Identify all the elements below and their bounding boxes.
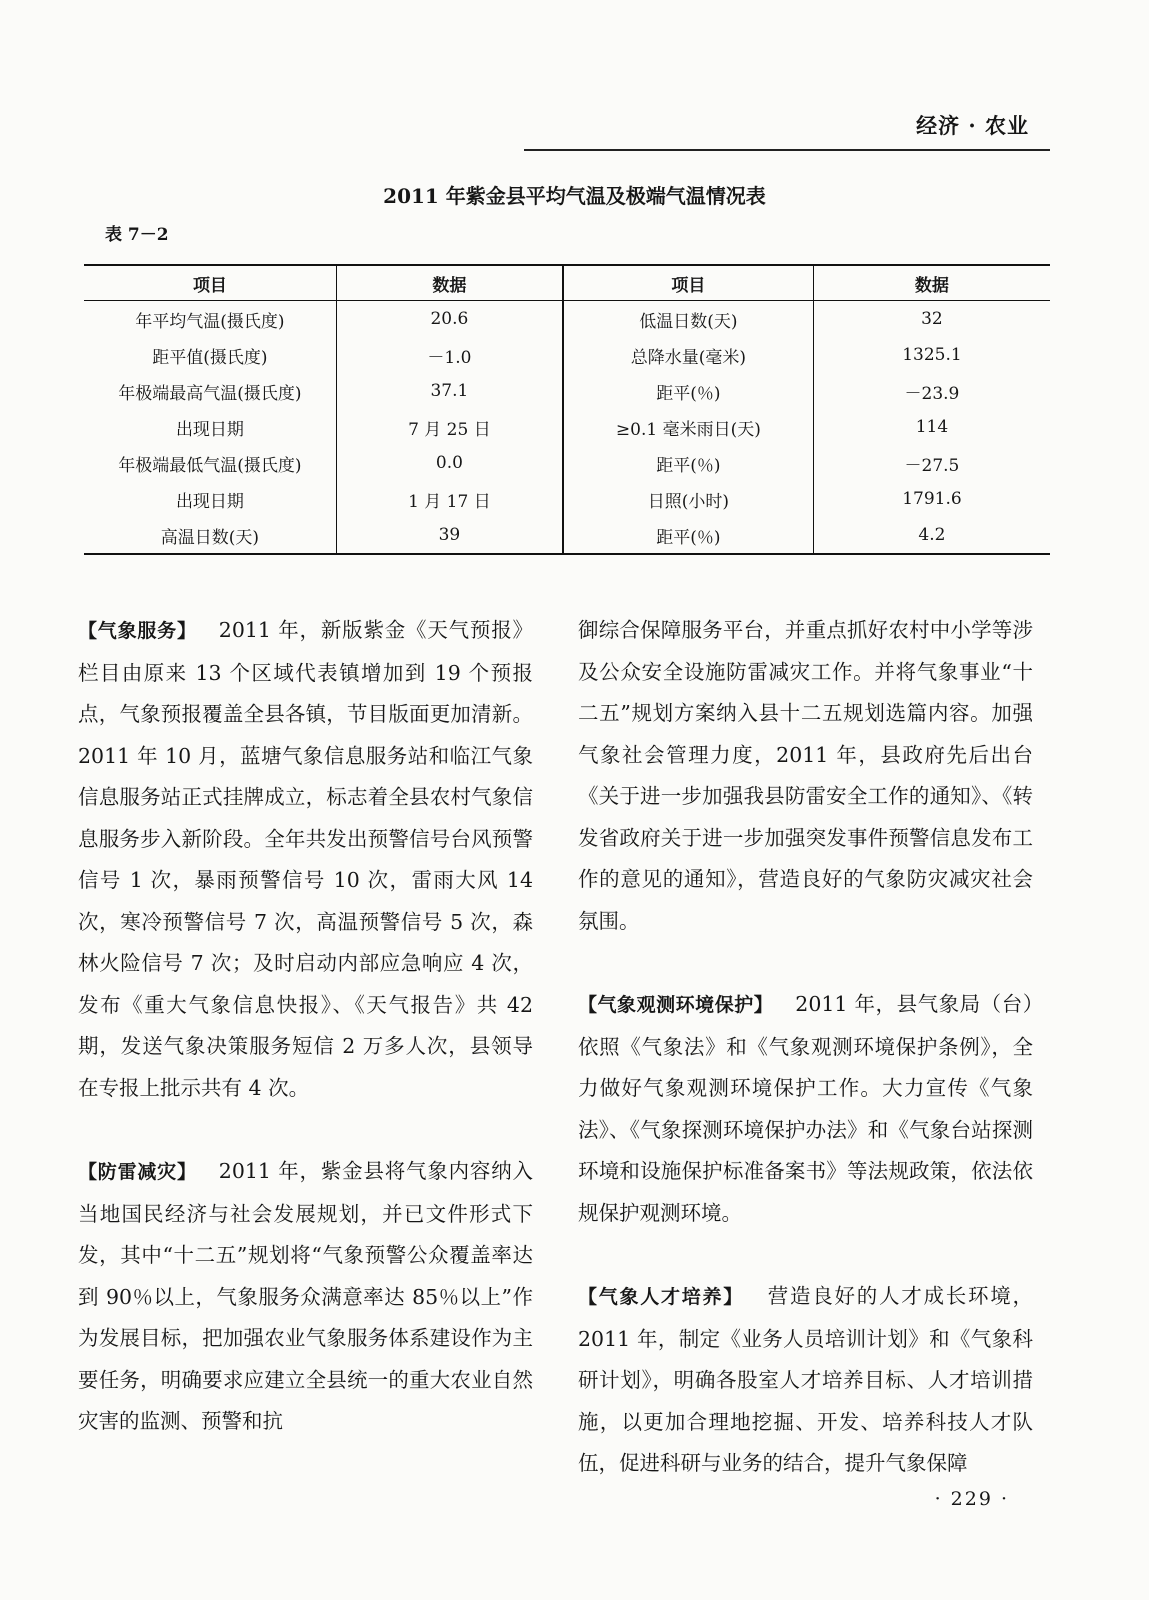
table-cell: 39 [336, 517, 563, 554]
table-cell: 1325.1 [813, 337, 1050, 373]
table-cell: 1791.6 [813, 481, 1050, 517]
table-cell: 32 [813, 301, 1050, 338]
table-cell: 年极端最低气温(摄氏度) [118, 455, 302, 476]
table-cell: 总降水量(毫米) [563, 337, 813, 373]
section-heading: 【气象观测环境保护】 [578, 994, 774, 1016]
paragraph-text: 营造良好的人才成长环境，2011 年，制定《业务人员培训计划》和《气象科研计划》，明确各股室人才培养目标、人才培训措施，以更加合理地挖掘、开发、培养科技人才队伍，促进科研与业务的结合，提升气象保障 [578, 1284, 1033, 1475]
page-number: · 229 · [934, 1488, 1009, 1510]
table-label: 表 7－2 [105, 225, 169, 245]
table-row [84, 409, 1050, 445]
left-column [78, 610, 533, 1485]
table-cell: 114 [813, 409, 1050, 445]
table-cell: 距平(％) [563, 445, 813, 481]
paragraph-observation-environment [578, 984, 1033, 1234]
table-row [84, 481, 1050, 517]
table-cell: 日照(小时) [563, 481, 813, 517]
table-row [84, 445, 1050, 481]
table-cell: 年平均气温(摄氏度) [135, 311, 285, 332]
paragraph-weather-service [78, 610, 533, 1109]
column-header: 数据 [336, 265, 563, 301]
paragraph-text: 2011 年，新版紫金《天气预报》栏目由原来 13 个区域代表镇增加到 19 个预报点，气象预报覆盖全县各镇，节目版面更加清新。2011 年 10 月，蓝塘气象信息服务站和临江气象信息服务站正式挂牌成立，标志着全县农村气象信息服务步入新阶段。全年共发出预警信号台风预警信号 1 次，暴雨预警信号 10 次，雷雨大风 14 次，寒冷预警信号 7 次，高温预警信号 5 次，森林火险信号 7 次；及时启动内部应急响应 4 次，发布《重大气象信息快报》、《天气报告》共 42 期，发送气象决策服务短信 2 万多人次，县领导在专报上批示共有 4 次。 [78, 618, 533, 1100]
column-header: 项目 [563, 265, 813, 301]
climate-table [84, 264, 1050, 555]
paragraph-text: 2011 年，县气象局（台）依照《气象法》和《气象观测环境保护条例》，全力做好气象观测环境保护工作。大力宣传《气象法》、《气象探测环境保护办法》和《气象台站探测环境和设施保护标准备案书》等法规政策，依法依规保护观测环境。 [578, 992, 1033, 1225]
table-cell: 距平(％) [563, 373, 813, 409]
table-cell: 低温日数(天) [563, 301, 813, 338]
paragraph-talent-training [578, 1276, 1033, 1485]
table-cell: －23.9 [813, 373, 1050, 409]
right-column [578, 610, 1033, 1527]
table-cell: 出现日期 [175, 491, 244, 512]
paragraph-continuation [578, 610, 1033, 942]
table-row [84, 373, 1050, 409]
paragraph-text: 御综合保障服务平台，并重点抓好农村中小学等涉及公众安全设施防雷减灾工作。并将气象事业“十二五”规划方案纳入县十二五规划选篇内容。加强气象社会管理力度，2011 年，县政府先后出台《关于进一步加强我县防雷安全工作的通知》、《转发省政府关于进一步加强突发事件预警信息发布工作的意见的通知》，营造良好的气象防灾减灾社会氛围。 [578, 618, 1033, 933]
table-cell: 出现日期 [175, 419, 244, 440]
table-cell: 1 月 17 日 [336, 481, 563, 517]
table-cell: －1.0 [336, 337, 563, 373]
table-row [84, 337, 1050, 373]
table-cell: －27.5 [813, 445, 1050, 481]
paragraph-text: 2011 年，紫金县将气象内容纳入当地国民经济与社会发展规划，并已文件形式下发，其中“十二五”规划将“气象预警公众覆盖率达到 90％以上，气象服务众满意率达 85％以上”作为发展目标，把加强农业气象服务体系建设作为主要任务，明确要求应建立全县统一的重大农业自然灾害的监测、预警和抗 [78, 1159, 533, 1433]
table-cell: 4.2 [813, 517, 1050, 554]
table-cell: 距平值(摄氏度) [152, 347, 268, 368]
section-title: 经济 · 农业 [916, 113, 1029, 138]
table-cell: 高温日数(天) [160, 527, 260, 548]
table-cell: 距平(％) [563, 517, 813, 554]
table-header-row [84, 265, 1050, 301]
section-heading: 【气象人才培养】 [578, 1286, 744, 1308]
header-rule [524, 149, 1050, 151]
table-cell: ≥0.1 毫米雨日(天) [563, 409, 813, 445]
table-cell: 37.1 [336, 373, 563, 409]
column-header: 项目 [84, 265, 336, 301]
section-heading: 【防雷减灾】 [78, 1161, 197, 1183]
table-cell: 7 月 25 日 [336, 409, 563, 445]
table-row [84, 301, 1050, 338]
table-cell: 20.6 [336, 301, 563, 338]
column-header: 数据 [813, 265, 1050, 301]
table-cell: 年极端最高气温(摄氏度) [118, 383, 302, 404]
section-heading: 【气象服务】 [78, 620, 197, 642]
table-title: 2011 年紫金县平均气温及极端气温情况表 [383, 184, 766, 208]
paragraph-lightning-protection [78, 1151, 533, 1443]
table-cell: 0.0 [336, 445, 563, 481]
table-row [84, 517, 1050, 554]
